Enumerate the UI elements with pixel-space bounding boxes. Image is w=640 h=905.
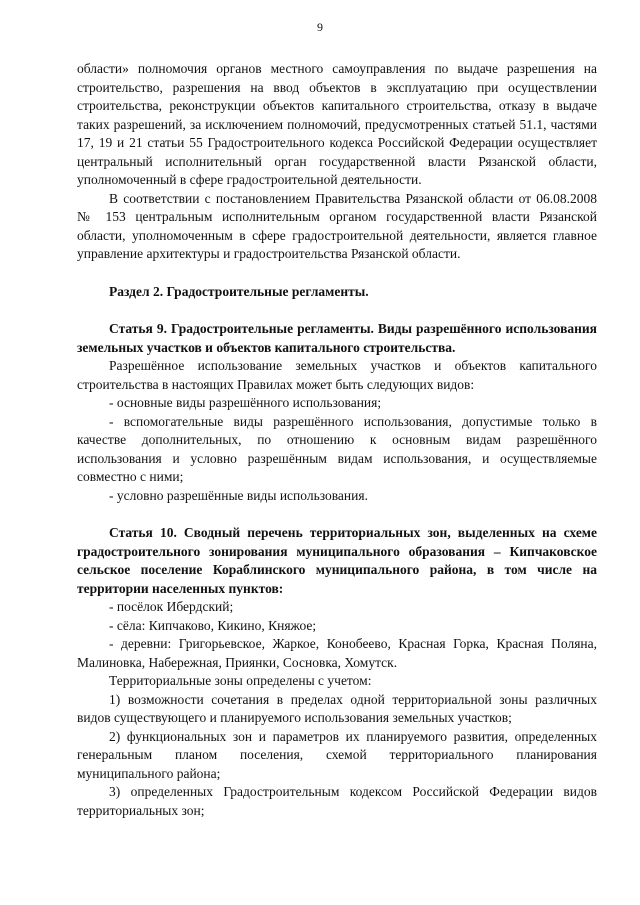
zones-intro: Территориальные зоны определены с учетом: [109, 673, 372, 688]
article-9-item: - основные виды разрешённого использования; [109, 395, 382, 410]
article-10-heading: Статья 10. Сводный перечень территориальных зон, выделенных на схеме градостроительного зонирования муниципального образования – Кипчаковское сельское поселение Кораблинского муниципального района, в том числе на территории населенных пунктов: [77, 525, 597, 596]
settlement-item: - посёлок Ибердский; [109, 599, 234, 614]
zones-item: 1) возможности сочетания в пределах одной территориальной зоны различных видов существующего и планируемого использования земельных участков; [77, 691, 597, 725]
zones-item: 2) функциональных зон и параметров их планируемого развития, определенных генеральным планом поселения, схемой территориального планирования муниципального района; [77, 728, 597, 781]
article-9-intro: Разрешённое использование земельных участков и объектов капитального строительства в настоящих Правилах может быть следующих видов: [77, 358, 597, 392]
article-9-heading: Статья 9. Градостроительные регламенты. Виды разрешённого использования земельных участков и объектов капитального строительства. [77, 321, 597, 355]
zones-item: 3) определенных Градостроительным кодексом Российской Федерации видов территориальных зон; [77, 784, 597, 818]
settlement-item: - сёла: Кипчаково, Кикино, Княжое; [109, 617, 317, 633]
section-2-heading: Раздел 2. Градостроительные регламенты. [109, 283, 369, 299]
paragraph-authority: области» полномочия органов местного самоуправления по выдаче разрешения на строительство, разрешения на ввод объектов в эксплуатацию при осуществлении строительства, реконструкции объектов капитального строительства, отказу в выдаче таких разрешений, за исключением полномочий, предусмотренных статьей 51.1, частями 17, 19 и 21 статьи 55 Градостроительного кодекса Российской Федерации осуществляет центральный исполнительный орган государственной власти Рязанской области, уполномоченный в сфере градостроительной деятельности. [77, 61, 597, 187]
article-9-item: - условно разрешённые виды использования. [109, 487, 368, 503]
document-body [77, 60, 597, 820]
article-9-item: - вспомогательные виды разрешённого использования, допустимые только в качестве дополнительных, по отношению к основным видам разрешённого использования и условно разрешённым видам использования, и осуществляемые совместно с ними; [77, 413, 597, 484]
page-number: 9 [317, 20, 323, 34]
settlement-item: - деревни: Григорьевское, Жаркое, Конобеево, Красная Горка, Красная Поляна, Малиновка, Набережная, Приянки, Сосновка, Хомутск. [77, 636, 597, 670]
paragraph-resolution: В соответствии с постановлением Правительства Рязанской области от 06.08.2008 № 153 центральным исполнительным органом государственной власти Рязанской области, уполномоченным в сфере градостроительной деятельности, является главное управление архитектуры и градостроительства Рязанской области. [77, 190, 597, 261]
